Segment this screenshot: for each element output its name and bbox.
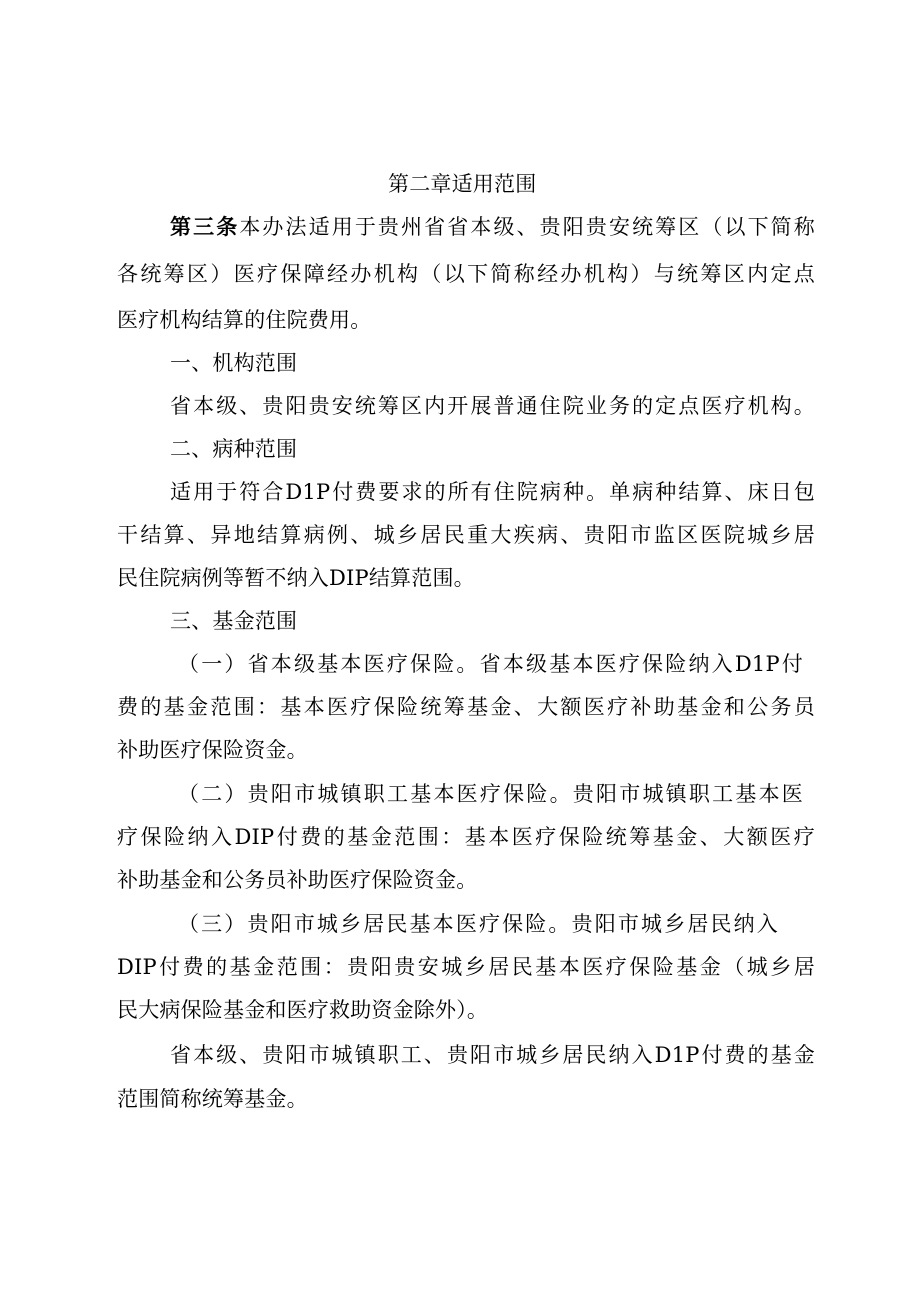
section-1-heading: 一、机构范围 (170, 351, 298, 375)
article-3-text-1: 本办法适用于贵州省省本级、贵阳贵安统筹区（以下简称 (239, 215, 815, 239)
section-2-line-2: 干结算、异地结算病例、城乡居民重大疾病、贵阳市监区医院城乡居 (117, 523, 815, 547)
section-3-item-2-line-3: 补助基金和公务员补助医疗保险资金。 (117, 868, 478, 892)
section-3-heading: 三、基金范围 (170, 609, 298, 633)
section-3-item-3-line-2: DIP付费的基金范围：贵阳贵安城乡居民基本医疗保险基金（城乡居 (117, 955, 815, 979)
section-3-item-3-line-1: （三）贵阳市城乡居民基本医疗保险。贵阳市城乡居民纳入 (178, 912, 778, 936)
section-2-line-3: 民住院病例等暂不纳入DIP结算范围。 (117, 566, 475, 590)
article-3-line-1 (170, 213, 815, 241)
section-3-item-3-line-3: 民大病保险基金和医疗救助资金除外）。 (117, 998, 489, 1022)
section-3-item-1-line-2: 费的基金范围：基本医疗保险统筹基金、大额医疗补助基金和公务员 (117, 695, 815, 719)
article-3-line-3: 医疗机构结算的住院费用。 (117, 308, 372, 332)
article-3-label: 第三条 (170, 214, 240, 239)
chapter-title: 第二章适用范围 (388, 172, 537, 196)
section-3-summary-line-2: 范围简称统筹基金。 (117, 1087, 308, 1111)
section-3-item-1-line-1: （一）省本级基本医疗保险。省本级基本医疗保险纳入D1P付 (178, 652, 803, 676)
section-2-heading: 二、病种范围 (170, 437, 298, 461)
section-3-item-1-line-3: 补助医疗保险资金。 (117, 738, 308, 762)
section-1-line-1: 省本级、贵阳贵安统筹区内开展普通住院业务的定点医疗机构。 (170, 394, 815, 418)
section-3-item-2-line-1: （二）贵阳市城镇职工基本医疗保险。贵阳市城镇职工基本医 (178, 782, 803, 806)
article-3-line-2: 各统筹区）医疗保障经办机构（以下简称经办机构）与统筹区内定点 (117, 262, 815, 286)
section-2-line-1: 适用于符合D1P付费要求的所有住院病种。单病种结算、床日包 (170, 480, 815, 504)
section-3-item-2-line-2: 疗保险纳入DIP付费的基金范围：基本医疗保险统筹基金、大额医疗 (117, 825, 815, 849)
section-3-summary-line-1: 省本级、贵阳市城镇职工、贵阳市城乡居民纳入D1P付费的基金 (170, 1043, 815, 1067)
